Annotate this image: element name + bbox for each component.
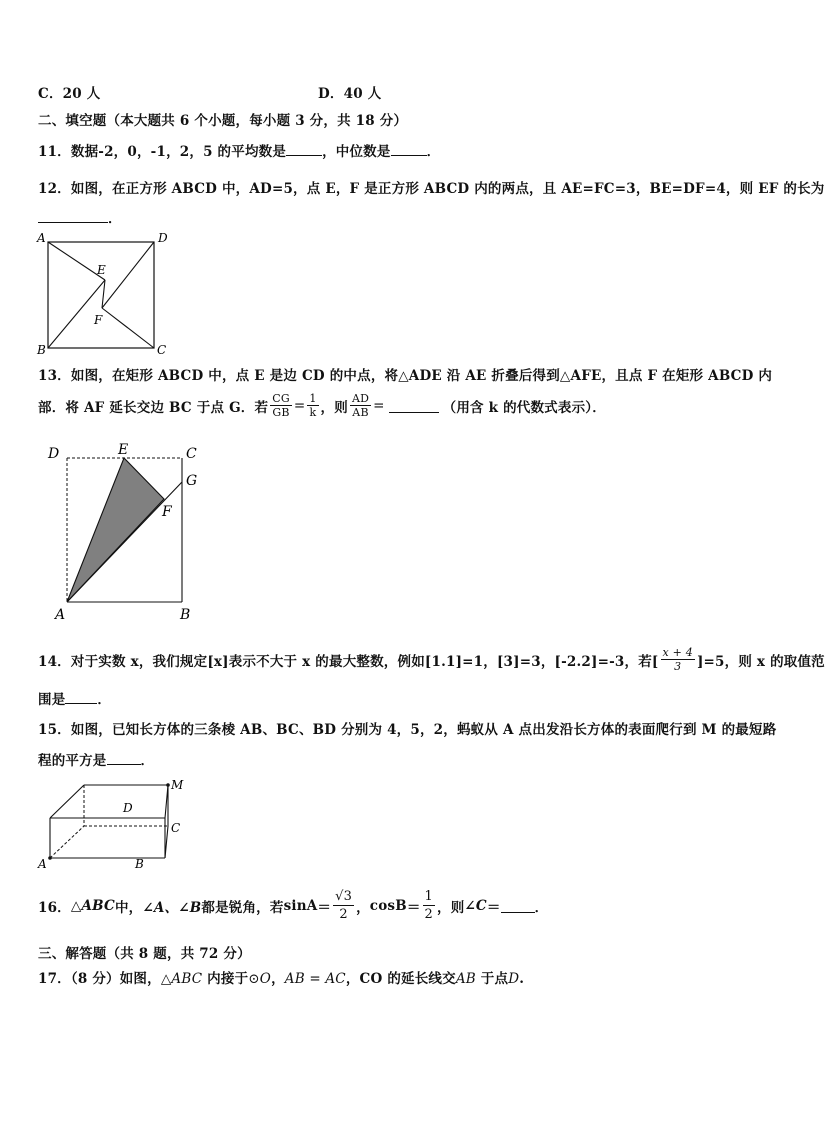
label-c: C — [157, 343, 167, 357]
q16-eq2: ＝ — [406, 899, 421, 916]
label-b: B — [180, 607, 191, 623]
q11-blank-mean[interactable] — [286, 142, 322, 156]
question-15-line2 — [38, 749, 154, 769]
q16-text-1: 中， — [114, 899, 143, 916]
q16-fraction-1-2 — [423, 888, 435, 923]
section3-heading: 三、解答题（共 8 题，共 72 分） — [38, 946, 251, 962]
q13-text-b: ，则 — [320, 399, 348, 416]
q13-equals-2: = — [373, 397, 385, 414]
q15-cuboid-figure — [34, 774, 194, 874]
label-a: A — [37, 231, 46, 245]
q13-fraction-cg-gb — [270, 392, 292, 419]
q17-circle: ⊙O — [248, 971, 272, 987]
label-b: B — [37, 343, 46, 357]
question-14-line2 — [38, 688, 111, 708]
frac-num: 1 — [309, 392, 317, 405]
frac-den: 2 — [424, 907, 434, 922]
q16-fraction-sqrt3-2 — [333, 888, 354, 923]
frac-num: x + 4 — [662, 646, 693, 659]
q13-equals: = — [293, 397, 306, 414]
q17-ab: AB — [455, 971, 476, 987]
q16-number: 16． — [38, 899, 71, 916]
square-abcd — [48, 242, 154, 348]
q12-blank[interactable] — [38, 209, 108, 223]
q15-text-a: 程的平方是 — [38, 753, 107, 769]
label-c: C — [171, 821, 181, 835]
label-e: E — [97, 263, 106, 277]
q17-equation: AB = AC — [284, 971, 346, 987]
question-12-line2 — [38, 207, 122, 227]
q15-blank[interactable] — [107, 751, 141, 765]
triangle-afe — [67, 458, 164, 602]
q16-angle-c: ∠C — [464, 897, 487, 914]
q17-text-a: 17．（8 分）如图， — [38, 971, 161, 987]
frac-den: 3 — [674, 660, 682, 673]
question-16 — [38, 888, 548, 923]
question-11 — [38, 140, 440, 160]
q14-blank[interactable] — [65, 690, 97, 704]
q12-end: ． — [108, 211, 122, 227]
q13-fraction-ad-ab — [350, 392, 371, 419]
label-a: A — [55, 607, 66, 623]
label-g: G — [186, 473, 198, 489]
label-d: D — [158, 231, 168, 245]
q14-end: ． — [97, 692, 112, 708]
q13-rectangle-figure — [40, 438, 220, 624]
q16-cos: cosB — [369, 897, 407, 914]
option-d: D．40 人 — [318, 86, 382, 102]
frac-num: AD — [351, 392, 370, 405]
label-e: E — [118, 442, 129, 458]
q14-text-c: 围是 — [38, 692, 66, 708]
q17-triangle: △ABC — [160, 971, 203, 987]
q11-blank-median[interactable] — [391, 142, 427, 156]
q17-text-d: ，CO 的延长线交 — [345, 971, 456, 987]
q17-text-f: . — [519, 971, 525, 987]
label-d: D — [48, 446, 60, 462]
q11-text-b: ，中位数是 — [322, 144, 391, 160]
q16-end: ． — [534, 899, 549, 916]
q17-text-e: 于点 — [475, 971, 509, 987]
q17-d: D — [508, 971, 520, 987]
q16-sin: sinA — [283, 897, 318, 914]
label-d: D — [123, 801, 133, 815]
q11-text-c: ． — [426, 144, 441, 160]
frac-den: k — [309, 406, 317, 419]
q16-triangle: △ABC — [70, 897, 115, 914]
q16-eq3: ＝ — [486, 899, 501, 916]
q17-text-b: 内接于 — [202, 971, 249, 987]
label-b: B — [135, 857, 144, 871]
q16-text-2: 都是锐角，若 — [201, 899, 284, 916]
q13-blank[interactable] — [389, 399, 439, 413]
label-c: C — [186, 446, 197, 462]
label-f: F — [162, 504, 172, 520]
label-a: A — [38, 857, 47, 871]
q13-text-c: （用含 k 的代数式表示）． — [442, 399, 606, 416]
q16-text-3: ， — [356, 899, 370, 916]
frac-num: √3 — [335, 889, 353, 904]
label-f: F — [94, 313, 103, 327]
frac-num: 1 — [424, 889, 434, 904]
question-15-line1: 15．如图，已知长方体的三条棱 AB、BC、BD 分别为 4，5，2，蚂蚁从 A 点出发沿长方体的表面爬行到 M 的最短路 — [38, 722, 777, 738]
option-c: C．20 人 — [38, 86, 101, 102]
question-13-line1: 13．如图，在矩形 ABCD 中，点 E 是边 CD 的中点，将△ADE 沿 AE 折叠后得到△AFE，且点 F 在矩形 ABCD 内 — [38, 368, 773, 384]
q16-text-4: ，则 — [437, 899, 465, 916]
q14-fraction — [661, 646, 695, 673]
q16-eq1: ＝ — [317, 899, 332, 916]
section2-heading: 二、填空题（本大题共 6 个小题，每小题 3 分，共 18 分） — [38, 113, 408, 129]
q16-blank[interactable] — [501, 899, 535, 913]
frac-den: GB — [272, 406, 290, 419]
q11-text: 11．数据-2，0，-1，2，5 的平均数是 — [38, 144, 287, 160]
question-12-line1: 12．如图，在正方形 ABCD 中，AD=5，点 E，F 是正方形 ABCD 内的两点，且 AE=FC=3，BE=DF=4，则 EF 的长为 — [38, 181, 825, 197]
label-m: M — [171, 778, 184, 792]
question-14-line1 — [38, 646, 825, 673]
frac-num: CG — [272, 392, 290, 405]
q17-text-c: ， — [271, 971, 285, 987]
question-17 — [38, 967, 524, 987]
frac-den: AB — [352, 406, 369, 419]
q13-text-a: 部．将 AF 延长交边 BC 于点 G．若 — [38, 399, 269, 416]
q14-text-b: ]=5，则 x 的取值范 — [696, 653, 825, 670]
q14-text-a: 14．对于实数 x，我们规定[x]表示不大于 x 的最大整数，例如[1.1]=1，[3]=3，[-2.2]=-3，若[ — [38, 653, 659, 670]
q16-angles: ∠A、∠B — [142, 899, 202, 916]
frac-den: 2 — [339, 907, 348, 922]
q12-square-figure — [34, 228, 174, 358]
q13-fraction-1-k — [307, 392, 318, 419]
q15-end: ． — [140, 753, 155, 769]
question-13-line2 — [38, 392, 606, 419]
